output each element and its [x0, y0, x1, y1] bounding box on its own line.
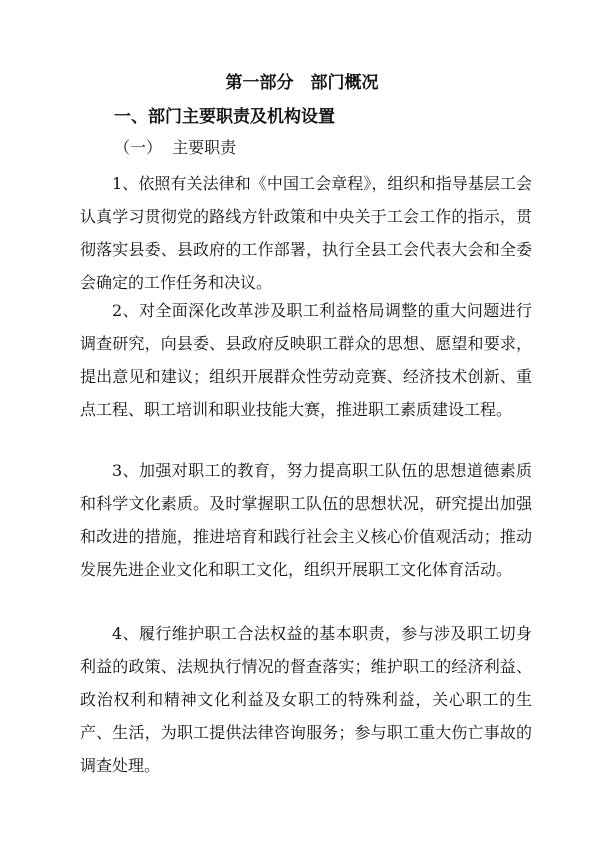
- duty-paragraph-1: 1、依照有关法律和《中国工会章程》，组织和指导基层工会认真学习贯彻党的路线方针政策和中央关于工会工作的指示，贯彻落实县委、县政府的工作部署，执行全县工会代表大会和全委会确定的工作任务和决议。: [80, 174, 532, 292]
- duty-paragraph-2: 2、对全面深化改革涉及职工利益格局调整的重大问题进行调查研究，向县委、县政府反映职工群众的思想、愿望和要求，提出意见和建议；组织开展群众性劳动竞赛、经济技术创新、重点工程、职工培训和职业技能大赛，推进职工素质建设工程。: [80, 301, 532, 419]
- duty-paragraph-3: 3、加强对职工的教育，努力提高职工队伍的思想道德素质和科学文化素质。及时掌握职工队伍的思想状况，研究提出加强和改进的措施，推进培育和践行社会主义核心价值观活动；推动发展先进企业文化和职工文化，组织开展职工文化体育活动。: [80, 461, 532, 579]
- subsection-heading: （一） 主要职责: [114, 138, 237, 157]
- duty-paragraph-4: 4、履行维护职工合法权益的基本职责，参与涉及职工切身利益的政策、法规执行情况的督查落实；维护职工的经济利益、政治权利和精神文化利益及女职工的特殊利益，关心职工的生产、生活，为职工提供法律咨询服务；参与职工重大伤亡事故的调查处理。: [80, 624, 532, 775]
- section-heading: 一、部门主要职责及机构设置: [114, 107, 335, 127]
- page-title: 第一部分 部门概况: [225, 73, 379, 93]
